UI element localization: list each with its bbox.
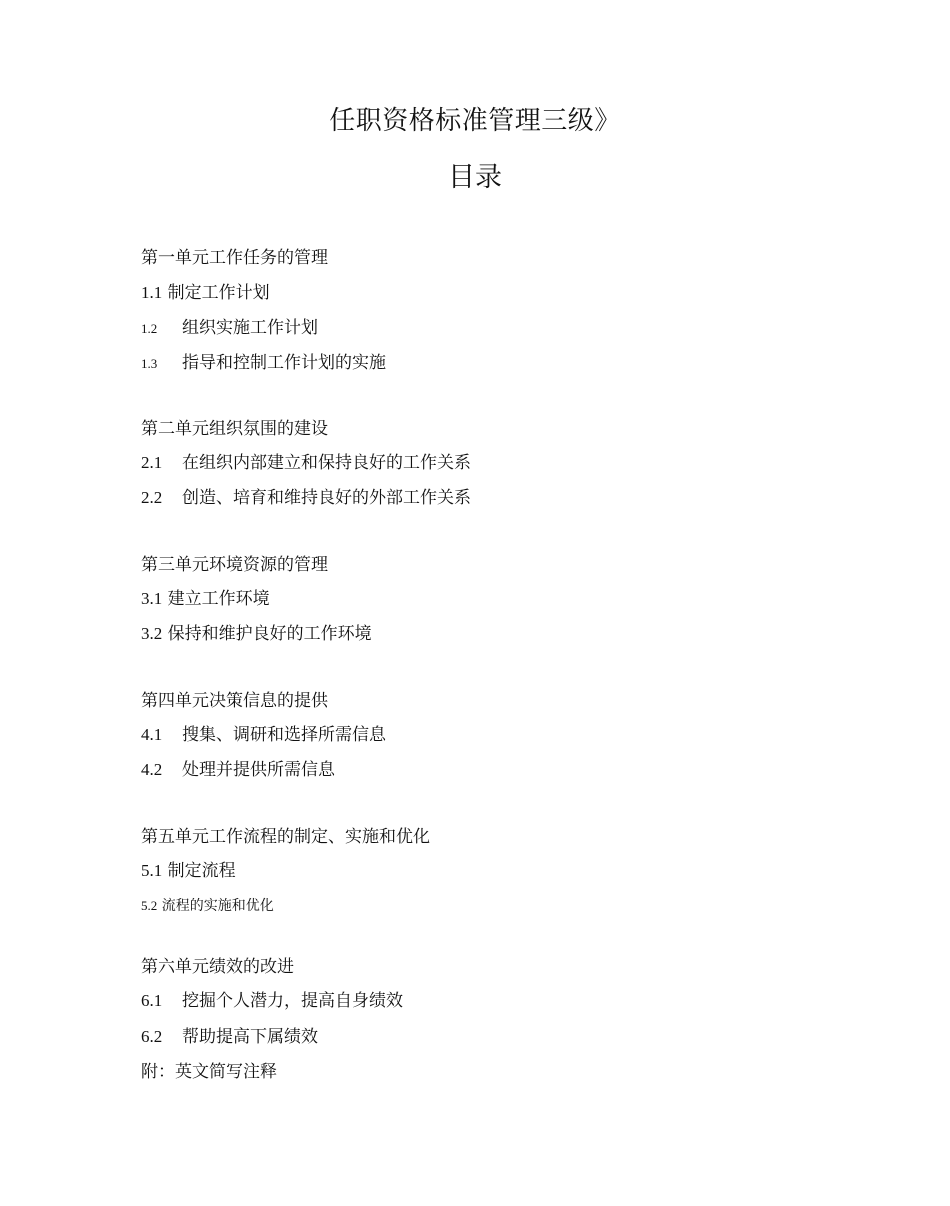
item-number: 6.2 [141,1027,163,1046]
toc-item-2-2 [141,486,471,510]
item-text: 制定流程 [167,861,236,881]
toc-item-4-1 [141,723,386,747]
toc-item-2-1 [141,451,471,475]
item-number: 1.1 [141,283,163,302]
unit-heading-5: 第五单元工作流程的制定、实施和优化 [141,827,430,847]
document-title: 任职资格标准管理三级》 [329,106,621,136]
item-number: 6.1 [141,991,163,1010]
toc-heading: 目录 [448,162,502,193]
item-number: 5.2 [141,898,158,913]
toc-item-3-2 [141,622,372,646]
item-number: 3.2 [141,624,163,643]
toc-item-4-2 [141,758,335,782]
item-text: 保持和维护良好的工作环境 [167,624,372,644]
item-number: 5.1 [141,861,163,880]
item-text: 流程的实施和优化 [161,898,274,914]
item-text: 帮助提高下属绩效 [182,1027,318,1047]
unit-heading-1: 第一单元工作任务的管理 [141,248,328,268]
item-text: 组织实施工作计划 [182,318,318,338]
item-text: 处理并提供所需信息 [182,760,335,780]
item-number: 4.2 [141,760,163,779]
unit-heading-3: 第三单元环境资源的管理 [141,555,328,575]
item-number: 4.1 [141,725,163,744]
item-number: 2.1 [141,453,163,472]
item-text: 搜集、调研和选择所需信息 [182,725,386,745]
toc-item-6-1 [141,989,403,1013]
item-text: 在组织内部建立和保持良好的工作关系 [182,453,471,473]
toc-item-6-2 [141,1025,318,1049]
toc-item-1-2 [141,316,318,341]
appendix-entry: 附：英文简写注释 [141,1062,277,1082]
toc-item-5-1 [141,859,236,883]
item-text: 创造、培育和维持良好的外部工作关系 [182,488,471,508]
item-text: 制定工作计划 [167,283,270,303]
toc-item-1-1 [141,281,270,305]
item-text: 建立工作环境 [167,589,270,609]
item-text: 指导和控制工作计划的实施 [182,353,386,373]
toc-item-1-3 [141,351,386,376]
item-number: 1.2 [141,321,158,336]
toc-item-5-2 [141,894,274,918]
item-number: 2.2 [141,488,163,507]
unit-heading-4: 第四单元决策信息的提供 [141,691,328,711]
item-text: 挖掘个人潜力，提高自身绩效 [182,991,403,1011]
item-number: 1.3 [141,356,158,371]
unit-heading-6: 第六单元绩效的改进 [141,957,294,977]
item-number: 3.1 [141,589,163,608]
unit-heading-2: 第二单元组织氛围的建设 [141,419,328,439]
toc-item-3-1 [141,587,270,611]
